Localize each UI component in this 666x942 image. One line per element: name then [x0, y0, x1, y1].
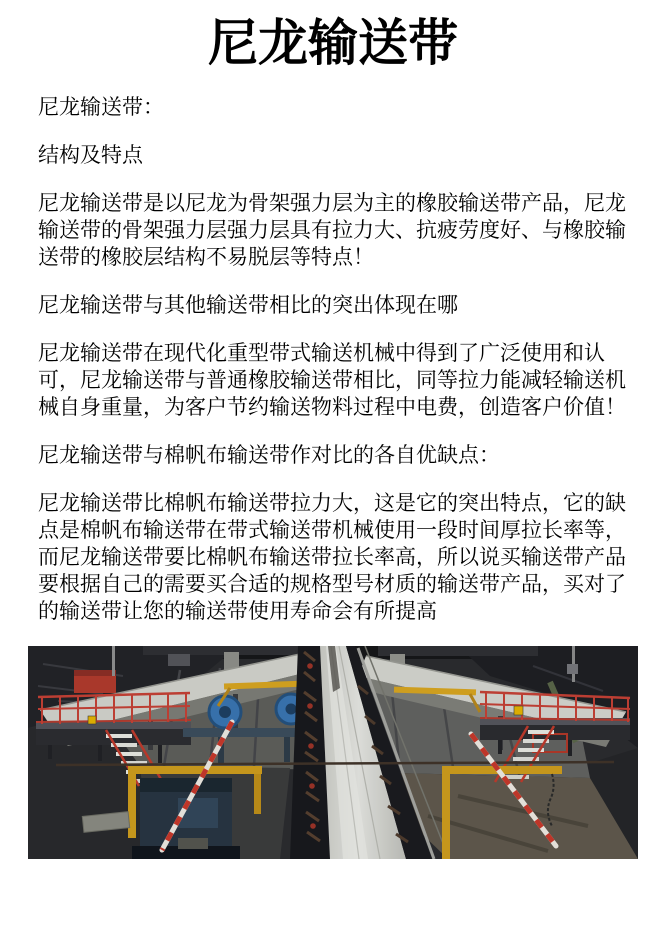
paragraph-lead: 尼龙输送带： [38, 96, 164, 119]
paragraph-comparison-detail: 尼龙输送带在现代化重型带式输送机械中得到了广泛使用和认可，尼龙输送带与普通橡胶输送带相比，同等拉力能减轻输送机械自身重量，为客户节约输送物料过程中电费，创造客户价值！ [38, 342, 626, 419]
paragraph-canvas-compare-detail: 尼龙输送带比棉帆布输送带拉力大，这是它的突出特点，它的缺点是棉帆布输送带在带式输送带机械使用一段时间厚拉长率等，而尼龙输送带要比棉帆布输送带拉长率高，所以说买输送带产品要根据自己的需要买合适的规格型号材质的输送带产品，买对了的输送带让您的输送带使用寿命会有所提高 [38, 492, 626, 623]
paragraph-subheading-comparison: 尼龙输送带与其他输送带相比的突出体现在哪 [38, 294, 458, 317]
paragraph-subheading-canvas-compare: 尼龙输送带与棉帆布输送带作对比的各自优缺点： [38, 444, 500, 467]
photo-tint-overlay [28, 646, 638, 859]
paragraph-subheading-structure: 结构及特点 [38, 144, 143, 167]
paragraph-structure-detail: 尼龙输送带是以尼龙为骨架强力层为主的橡胶输送带产品，尼龙输送带的骨架强力层强力层具有拉力大、抗疲劳度好、与橡胶输送带的橡胶层结构不易脱层等特点！ [38, 192, 626, 269]
article-body [38, 94, 630, 625]
page-title: 尼龙输送带 [208, 15, 458, 71]
product-photo [28, 646, 638, 859]
conveyor-site-illustration [28, 646, 638, 859]
article-page [0, 12, 666, 942]
